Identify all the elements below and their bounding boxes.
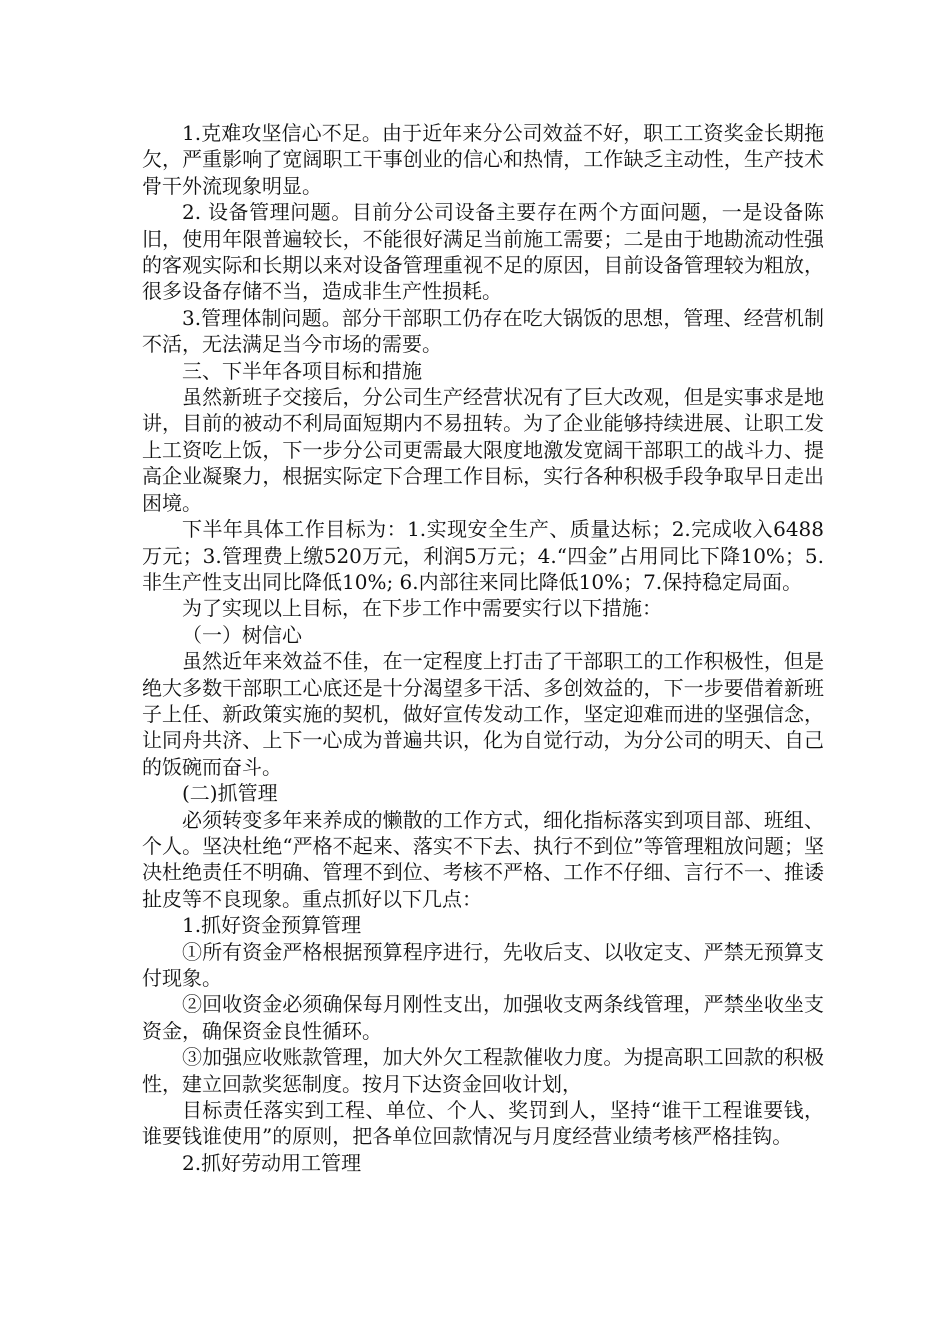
paragraph-funds-1: ①所有资金严格根据预算程序进行，先收后支、以收定支、严禁无预算支付现象。 <box>142 939 824 990</box>
paragraph-management-system: 3.管理体制问题。部分干部职工仍存在吃大锅饭的思想，管理、经营机制不活，无法满足当今市场的需要。 <box>142 305 824 357</box>
subheading-confidence: （一）树信心 <box>182 622 302 647</box>
paragraph-equipment-management: 2. 设备管理问题。目前分公司设备主要存在两个方面问题，一是设备陈旧，使用年限普遍较长，不能很好满足当前施工需要；二是由于地勘流动性强的客观实际和长期以来对设备管理重视不足的原因，目前设备管理较为粗放，很多设备存储不当，造成非生产性损耗。 <box>142 200 824 304</box>
subheading-management: (二)抓管理 <box>182 781 278 806</box>
item-heading-labor: 2.抓好劳动用工管理 <box>182 1150 362 1175</box>
paragraph-funds-2: ②回收资金必须确保每月刚性支出，加强收支两条线管理，严禁坐收坐支资金，确保资金良性循环。 <box>142 992 824 1043</box>
document-body <box>142 120 824 1176</box>
paragraph-confidence: 虽然近年来效益不佳，在一定程度上打击了干部职工的工作积极性，但是绝大多数干部职工心底还是十分渴望多干活、多创效益的，下一步要借着新班子上任、新政策实施的契机，做好宣传发动工作，坚定迎难而进的坚强信念，让同舟共济、上下一心成为普遍共识，化为自觉行动，为分公司的明天、自己的饭碗而奋斗。 <box>142 649 824 779</box>
paragraph-funds-3-continued: 目标责任落实到工程、单位、个人、奖罚到人，坚持“谁干工程谁要钱，谁要钱谁使用”的原则，把各单位回款情况与月度经营业绩考核严格挂钩。 <box>142 1098 824 1149</box>
paragraph-equipment-confidence: 1.克难攻坚信心不足。由于近年来分公司效益不好，职工工资奖金长期拖欠，严重影响了宽阔职工干事创业的信心和热情，工作缺乏主动性，生产技术骨干外流现象明显。 <box>142 121 824 198</box>
section-heading-goals: 三、下半年各项目标和措施 <box>182 358 422 383</box>
item-heading-funds-budget: 1.抓好资金预算管理 <box>182 913 362 938</box>
paragraph-goals-list: 下半年具体工作目标为：1.实现安全生产、质量达标；2.完成收入6488万元；3.管理费上缴520万元，利润5万元；4.“四金”占用同比下降10%；5.非生产性支出同比降低10%; 6.内部往来同比降低10%；7.保持稳定局面。 <box>142 517 824 594</box>
paragraph-measures-intro: 为了实现以上目标，在下步工作中需要实行以下措施： <box>182 596 662 621</box>
paragraph-management: 必须转变多年来养成的懒散的工作方式，细化指标落实到项目部、班组、个人。坚决杜绝“严格不起来、落实不下去、执行不到位”等管理粗放问题；坚决杜绝责任不明确、管理不到位、考核不严格、工作不仔细、言行不一、推诿扯皮等不良现象。重点抓好以下几点： <box>142 807 824 911</box>
paragraph-goals-intro: 虽然新班子交接后，分公司生产经营状况有了巨大改观，但是实事求是地讲，目前的被动不利局面短期内不易扭转。为了企业能够持续进展、让职工发上工资吃上饭，下一步分公司更需最大限度地激发宽阔干部职工的战斗力、提高企业凝聚力，根据实际定下合理工作目标，实行各种积极手段争取早日走出困境。 <box>142 385 824 515</box>
paragraph-funds-3: ③加强应收账款管理，加大外欠工程款催收力度。为提高职工回款的积极性，建立回款奖惩制度。按月下达资金回收计划， <box>142 1045 824 1096</box>
